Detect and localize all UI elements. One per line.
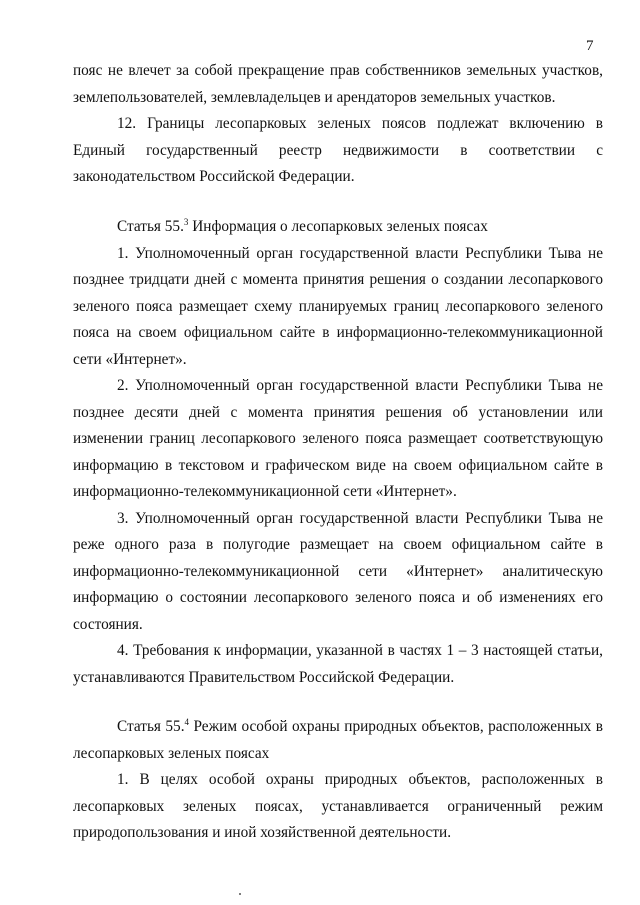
article-55-4-item-1: 1. В целях особой охраны природных объектов, расположенных в лесопарковых зеленых поясах, устанавливается ограниченный режим природопользования и иной хозяйственной деятельности.: [73, 771, 603, 841]
article-55-4-prefix: Статья 55.: [117, 718, 185, 735]
article-55-3-item-4: 4. Требования к информации, указанной в частях 1 – 3 настоящей статьи, устанавливаются Правительством Российской Федерации.: [73, 642, 603, 686]
paragraph-item-12: 12. Границы лесопарковых зеленых поясов подлежат включению в Единый государственный реестр недвижимости в соответствии с законодательством Российской Федерации.: [73, 115, 603, 185]
paragraph-continuation: пояс не влечет за собой прекращение прав собственников земельных участков, землепользователей, землевладельцев и арендаторов земельных участков.: [73, 62, 603, 106]
article-55-3: [73, 214, 603, 691]
article-55-4-sup: 4: [184, 716, 190, 727]
article-55-3-heading: [73, 214, 603, 241]
article-55-3-prefix: Статья 55.: [117, 218, 184, 235]
scan-dot: [239, 893, 241, 895]
text-block-top: [73, 58, 603, 191]
page-number: 7: [586, 38, 594, 54]
article-55-3-item-2: 2. Уполномоченный орган государственной власти Республики Тыва не позднее десяти дней с момента принятия решения об установлении или изменении границ лесопаркового зеленого пояса размещает соответствующую информацию в текстовом и графическом виде на своем официальном сайте в информационно-телекоммуникационной сети «Интернет».: [73, 377, 603, 500]
article-55-4-title: Режим особой охраны природных объектов, расположенных в лесопарковых зеленых поясах: [73, 718, 603, 762]
article-55-3-sup: 3: [183, 216, 189, 227]
article-55-4: [73, 714, 603, 847]
article-55-4-heading: [73, 714, 603, 767]
article-55-3-title: Информация о лесопарковых зеленых поясах: [188, 218, 488, 235]
article-55-3-item-3: 3. Уполномоченный орган государственной власти Республики Тыва не реже одного раза в полугодие размещает на своем официальном сайте в информационно-телекоммуникационной сети «Интернет» аналитическую информацию о состоянии лесопаркового зеленого пояса и об изменениях его состояния.: [73, 509, 603, 633]
article-55-3-item-1: 1. Уполномоченный орган государственной власти Республики Тыва не позднее тридцати дней с момента принятия решения о создании лесопаркового зеленого пояса размещает схему планируемых границ лесопаркового зеленого пояса на своем официальном сайте в информационно-телекоммуникационной сети «Интернет».: [73, 244, 603, 368]
